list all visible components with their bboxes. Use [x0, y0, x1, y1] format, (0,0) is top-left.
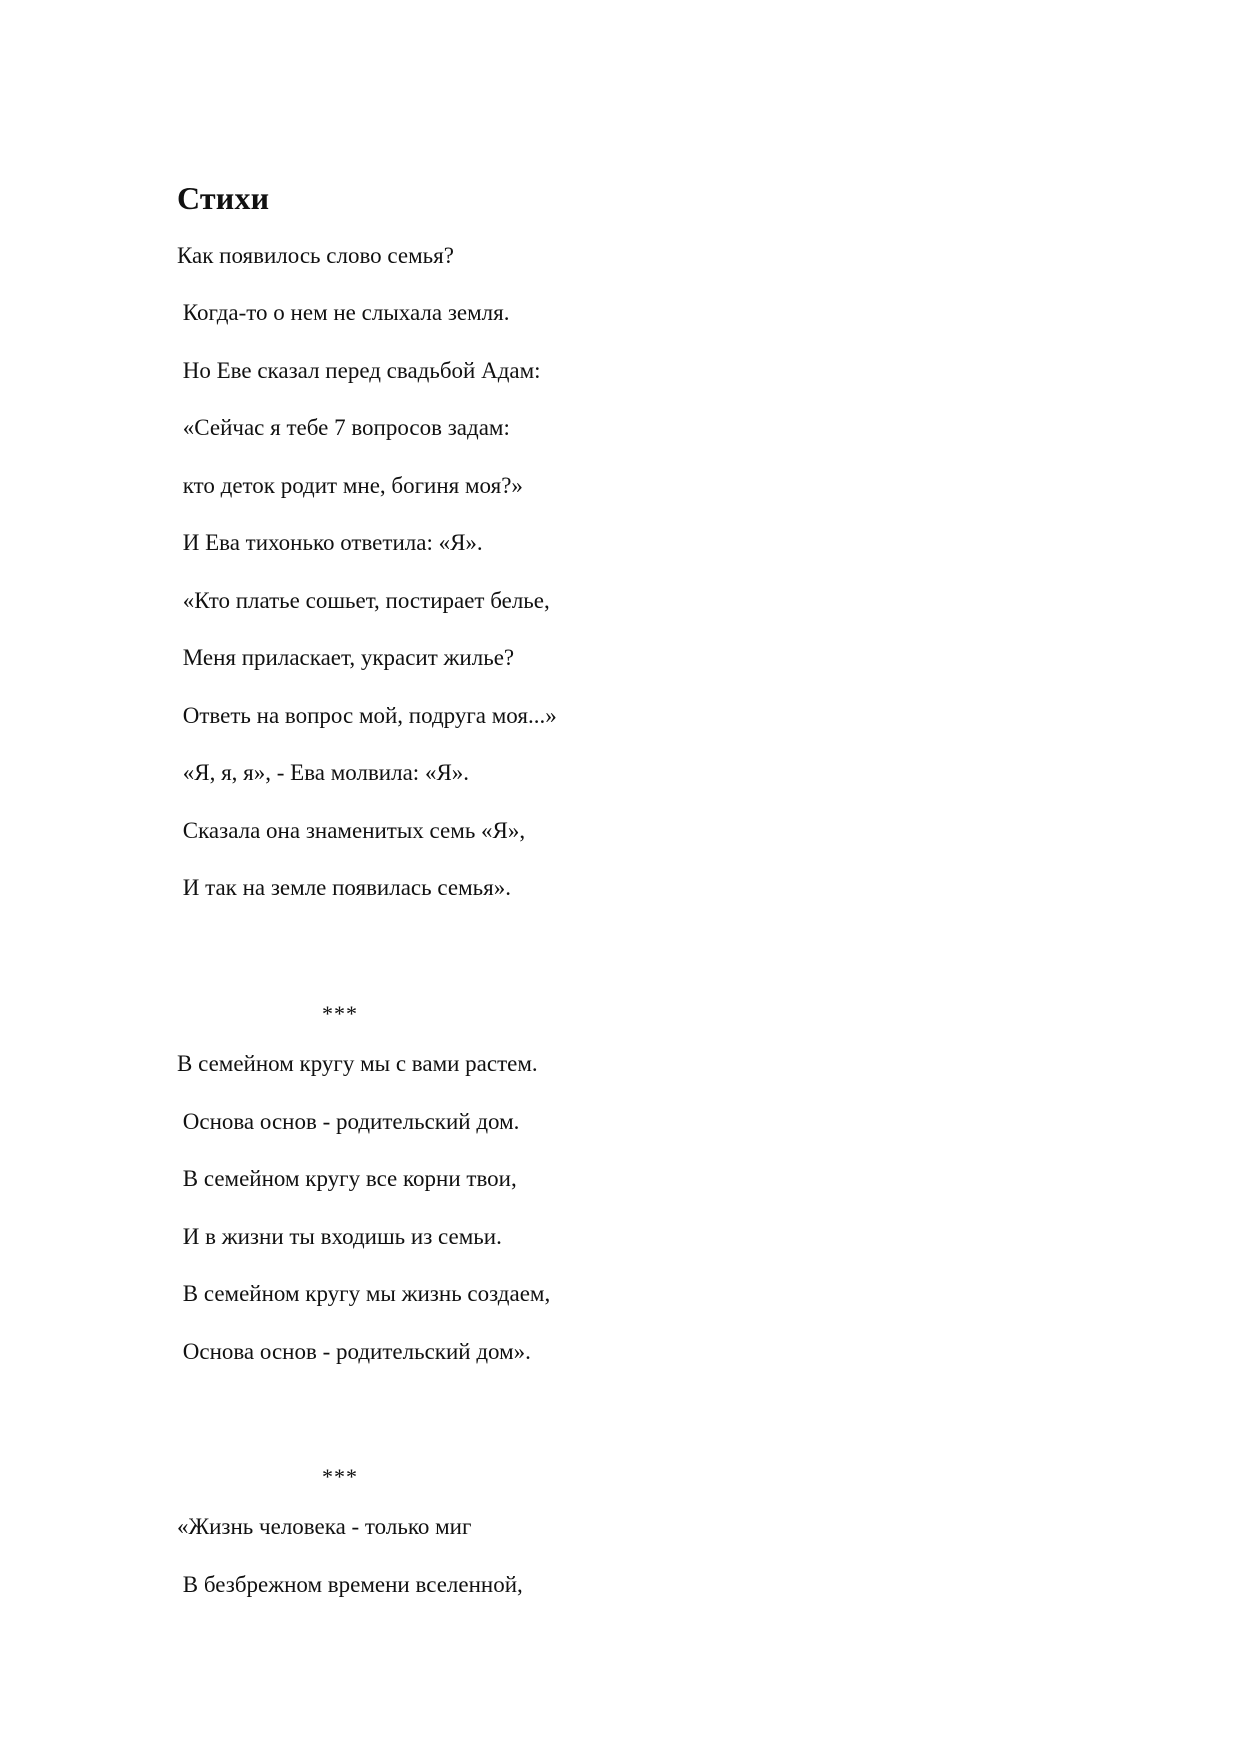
poem-line: В безбрежном времени вселенной, — [177, 1572, 523, 1597]
poem-line: «Сейчас я тебе 7 вопросов задам: — [177, 415, 510, 440]
poem-line: В семейном кругу все корни твои, — [177, 1166, 517, 1191]
poem-line: «Кто платье сошьет, постирает белье, — [177, 588, 550, 613]
poem-line: Ответь на вопрос мой, подруга моя...» — [177, 703, 557, 728]
poem-line: Как появилось слово семья? — [177, 243, 454, 268]
poem-line: Меня приласкает, украсит жилье? — [177, 645, 515, 670]
poem-line: Сказала она знаменитых семь «Я», — [177, 818, 526, 843]
page-title: Стихи — [177, 180, 270, 216]
poem-line: Когда-то о нем не слыхала земля. — [177, 300, 510, 325]
poem-line: Основа основ - родительский дом. — [177, 1109, 520, 1134]
poem-line: «Жизнь человека - только миг — [177, 1514, 472, 1539]
poem-line: И в жизни ты входишь из семьи. — [177, 1224, 502, 1249]
poem-line: Но Еве сказал перед свадьбой Адам: — [177, 358, 541, 383]
poem-line: И Ева тихонько ответила: «Я». — [177, 530, 483, 555]
poem-line: Основа основ - родительский дом». — [177, 1339, 531, 1364]
poem-line: И так на земле появилась семья». — [177, 875, 511, 900]
poem-line: В семейном кругу мы жизнь создаем, — [177, 1281, 551, 1306]
section-separator: *** — [322, 1001, 358, 1026]
poem-line: кто деток родит мне, богиня моя?» — [177, 473, 523, 498]
section-separator: *** — [322, 1464, 358, 1489]
poem-line: В семейном кругу мы с вами растем. — [177, 1051, 538, 1076]
poem-line: «Я, я, я», - Ева молвила: «Я». — [177, 760, 470, 785]
